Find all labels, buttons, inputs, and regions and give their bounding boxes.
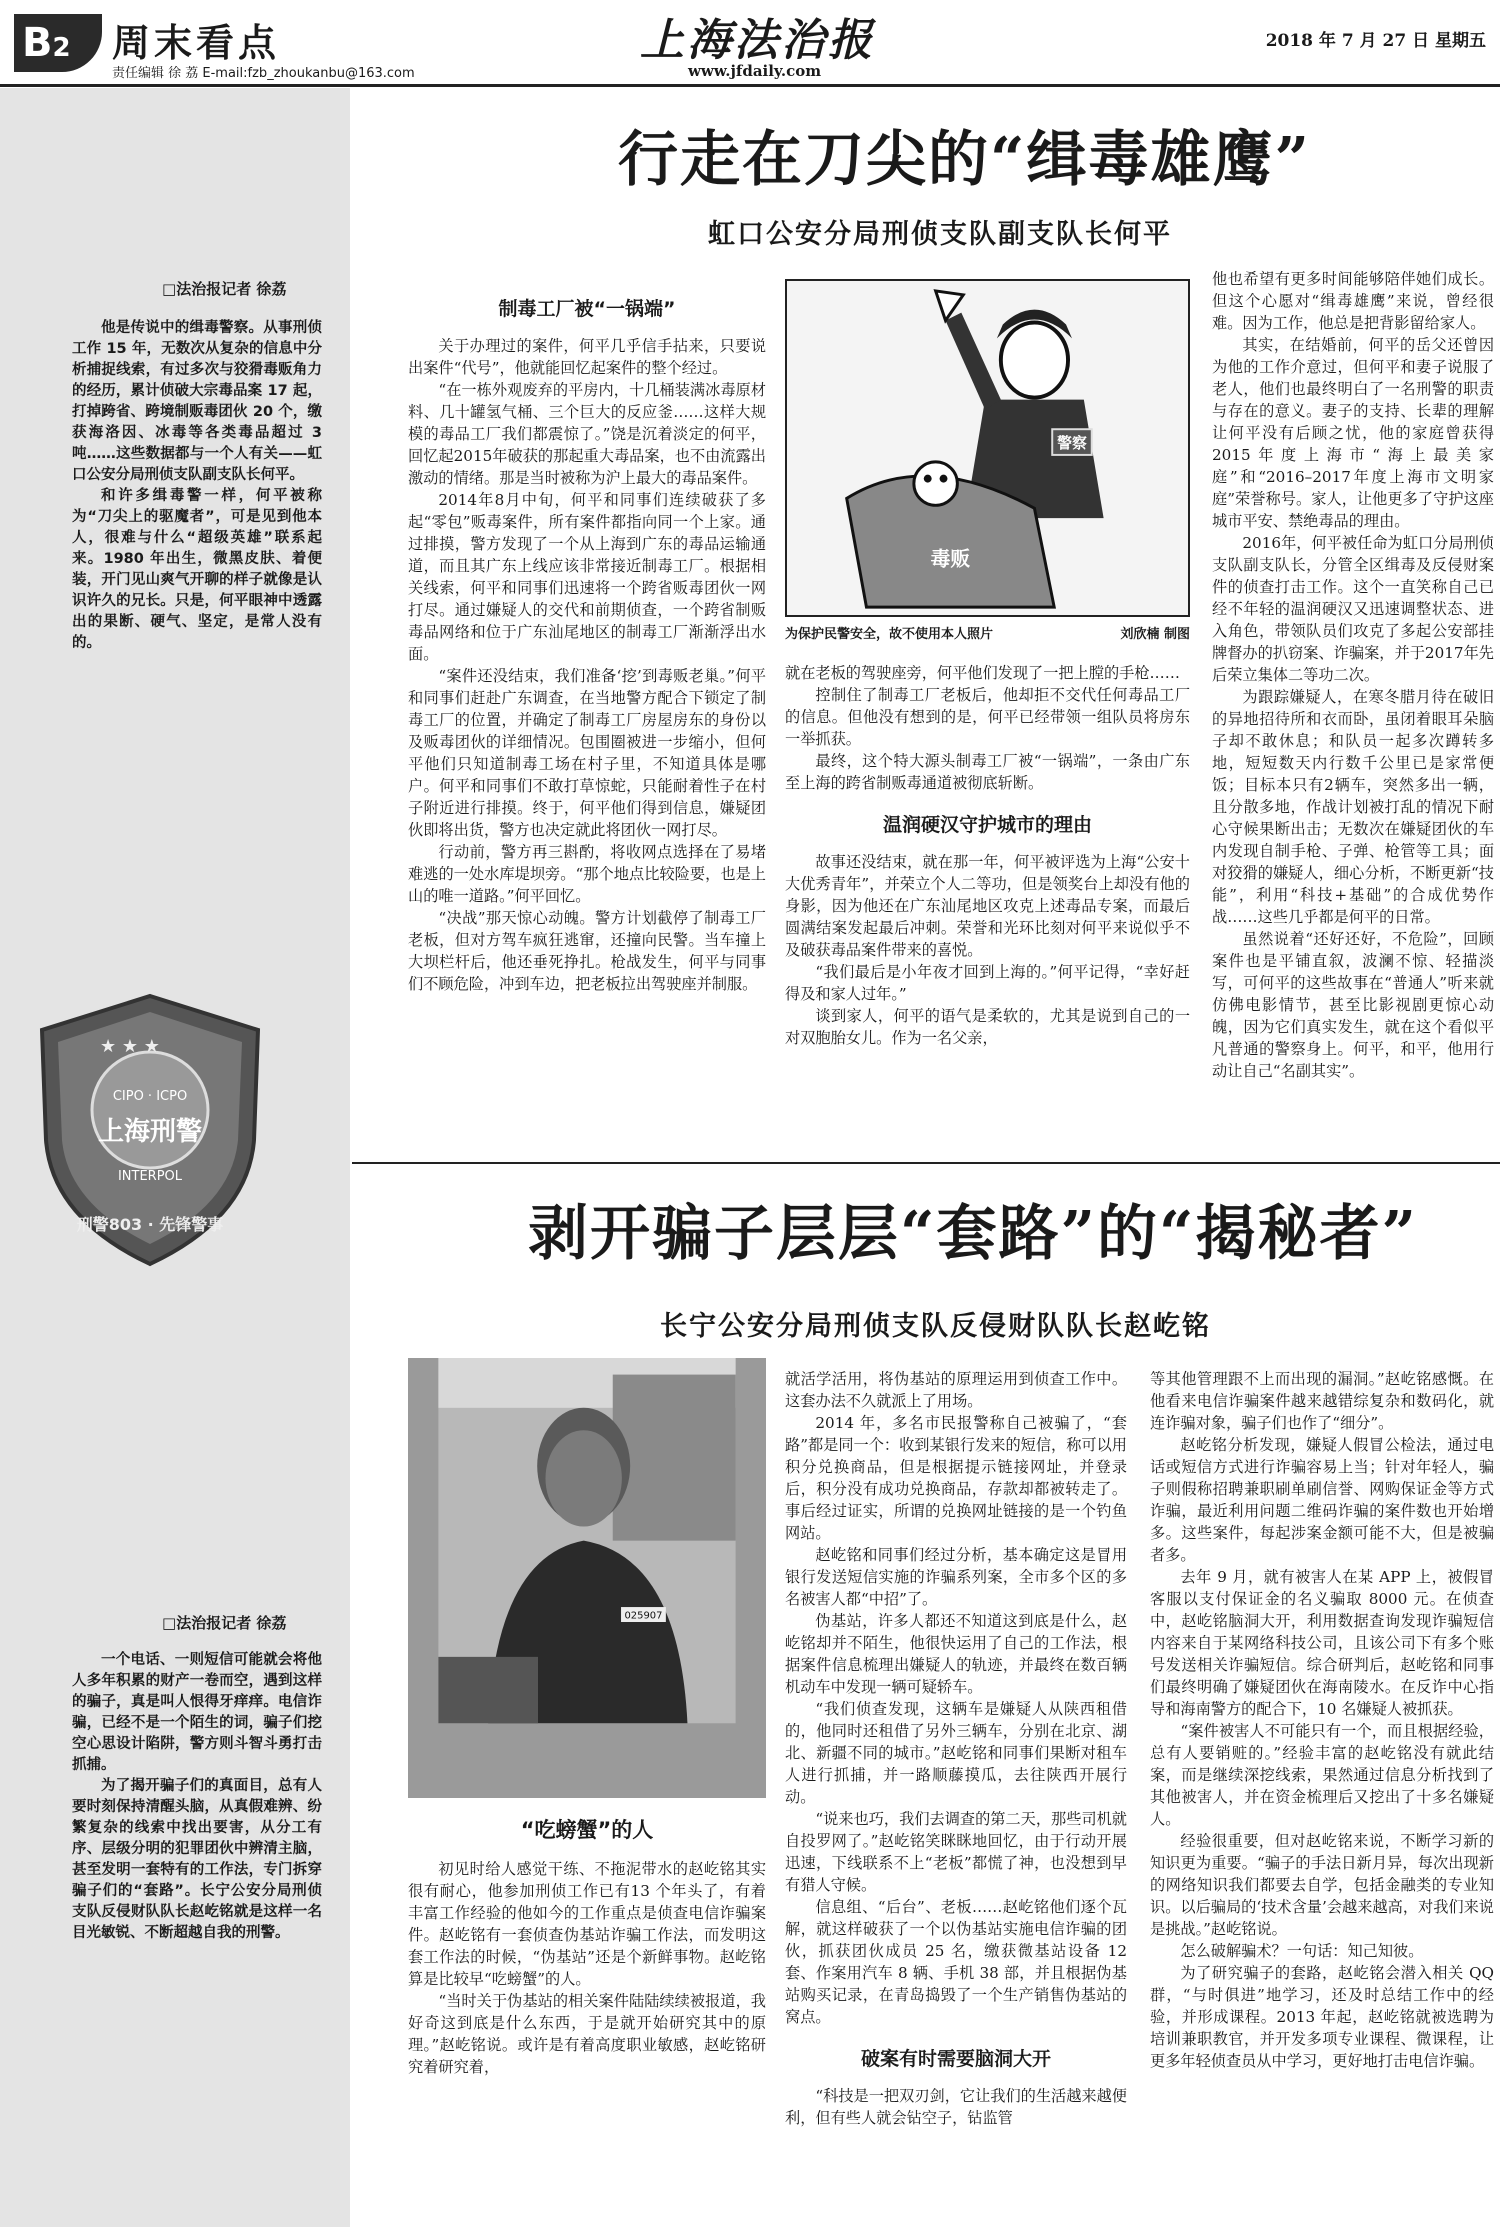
paragraph: 谈到家人，何平的语气是柔软的，尤其是说到自己的一对双胞胎女儿。作为一名父亲，	[785, 1007, 1190, 1047]
illustration-caption	[785, 623, 1190, 642]
emblem-city: 上海刑警	[97, 1117, 203, 1147]
article2-subtitle: 长宁公安分局刑侦支队反侵财队队长赵屹铭	[660, 1311, 1211, 1342]
paragraph: 经验很重要，但对赵屹铭来说，不断学习新的知识更为重要。“骗子的手法日新月异，每次出现新的网络知识我们都要去自学，包括金融类的专业知识。以后骗局的‘技术含量’会越来越高，对我们来说是挑战。”赵屹铭说。	[1150, 1832, 1494, 1938]
article1-column-2	[785, 662, 1190, 1049]
dealer-label: 毒贩	[930, 547, 971, 571]
paragraph: 为了研究骗子的套路，赵屹铭会潜入相关 QQ 群，“与时俱进”地学习，还及时总结工作中的经验，并形成课程。2013 年起，赵屹铭就被选聘为培训兼职教官，并开发多项专业课程、微课程，让更多年轻侦查员从中学习，更好地打击电信诈骗。	[1150, 1964, 1494, 2070]
paragraph: 为跟踪嫌疑人，在寒冬腊月待在破旧的异地招待所和衣而卧，虽闭着眼耳朵脑子却不敢休息；和队员一起多次蹲转多地，短短数天内行数千公里已是家常便饭；目标本只有2辆车，突然多出一辆，且分散多地，作战计划被打乱的情况下耐心守候果断出击；无数次在嫌疑团伙的车内发现自制手枪、子弹、枪管等工具；面对狡猾的嫌疑人，细心分析，不断更新“技能”，利用“科技+基础”的合成优势作战……这些几乎都是何平的日常。	[1212, 688, 1494, 926]
article2-column-3	[1150, 1368, 1494, 2072]
intro-paragraph: 为了揭开骗子们的真面目，总有人要时刻保持清醒头脑，从真假难辨、纷繁复杂的线索中找出要害，从分工有序、层级分明的犯罪团伙中辨清主脑，甚至发明一套特有的工作法，专门拆穿骗子们的“套路”。长宁公安分局刑侦支队反侵财队队长赵屹铭就是这样一名目光敏锐、不断超越自我的刑警。	[72, 1778, 322, 1941]
paragraph: 信息组、“后台”、老板……赵屹铭他们逐个瓦解，就这样破获了一个以伪基站实施电信诈骗的团伙，抓获团伙成员 25 名，缴获微基站设备 12 套、作案用汽车 8 辆、手机 38 部，并且根据伪基站购买记录，在青岛捣毁了一个生产销售伪基站的窝点。	[785, 1898, 1127, 2026]
article1-byline: □ 法治报记者 徐荔	[162, 278, 286, 299]
paragraph: “科技是一把双刃剑，它让我们的生活越来越便利，但有些人就会钻空子，钻监管	[785, 2087, 1127, 2127]
paragraph: 去年 9 月，就有被害人在某 APP 上，被假冒客服以支付保证金的名义骗取 8000 元。在侦查中，赵屹铭脑洞大开，利用数据查询发现诈骗短信内容来自于某网络科技公司，且该公司下有多个账号发送相关诈骗短信。综合研判后，赵屹铭和同事们最终明确了嫌疑团伙在海南陵水。在反诈中心指导和海南警方的配合下，10 名嫌疑人被抓获。	[1150, 1568, 1494, 1718]
paragraph: “我们最后是小年夜才回到上海的。”何平记得，“幸好赶得及和家人过年。”	[785, 963, 1190, 1003]
paragraph: 就在老板的驾驶座旁，何平他们发现了一把上膛的手枪……	[785, 664, 1180, 682]
paragraph: 赵屹铭分析发现，嫌疑人假冒公检法，通过电话或短信方式进行诈骗容易上当；针对年轻人，骗子则假称招聘兼职刷单刷信誉、网购保证金等方式诈骗，最近利用问题二维码诈骗的案件数也开始增多。这些案件，每起涉案金额可能不大，但是被骗者多。	[1150, 1436, 1494, 1564]
paragraph: “案件被害人不可能只有一个，而且根据经验，总有人要销赃的。”经验丰富的赵屹铭没有就此结案，而是继续深挖线索，果然通过信息分析找到了其他被害人，并在资金梳理后又挖出了十多名嫌疑人。	[1150, 1722, 1494, 1828]
paragraph: 最终，这个特大源头制毒工厂被“一锅端”，一条由广东至上海的跨省制贩毒通道被彻底斩断。	[785, 752, 1190, 792]
section-title: 周末看点	[112, 21, 281, 65]
article1-column-3	[1212, 268, 1494, 1082]
paragraph: 虽然说着“还好还好，不危险”，回顾案件也是平铺直叙，波澜不惊、轻描淡写，可何平的这些故事在“普通人”听来就仿佛电影情节，甚至比影视剧更惊心动魄，因为它们真实发生，就在这个看似平凡普通的警察身上。何平，和平，他用行动让自己“名副其实”。	[1212, 930, 1494, 1080]
paragraph: 就活学活用，将伪基站的原理运用到侦查工作中。这套办法不久就派上了用场。	[785, 1370, 1127, 1410]
section-heading: 温润硬汉守护城市的理由	[882, 814, 1092, 836]
paragraph: “当时关于伪基站的相关案件陆陆续续被报道，我好奇这到底是什么东西，于是就开始研究其中的原理。”赵屹铭说。或许是有着高度职业敏感，赵屹铭研究着研究着，	[408, 1992, 766, 2076]
paragraph: 初见时给人感觉干练、不拖泥带水的赵屹铭其实很有耐心，他参加刑侦工作已有13 个年头了，有着丰富工作经验的他如今的工作重点是侦查电信诈骗案件。赵屹铭有一套侦查伪基站诈骗工作法，而发明这套工作法的时候，“伪基站”还是个新鲜事物。赵屹铭算是比较早“吃螃蟹”的人。	[408, 1860, 766, 1988]
section-heading: “吃螃蟹”的人	[520, 1818, 654, 1842]
paragraph: 赵屹铭和同事们经过分析，基本确定这是冒用银行发送短信实施的诈骗系列案，全市多个区的多名被害人都“中招”了。	[785, 1546, 1127, 1608]
intro-paragraph: 他是传说中的缉毒警察。从事刑侦工作 15 年，无数次从复杂的信息中分析捕捉线索，有过多次与狡猾毒贩角力的经历，累计侦破大宗毒品案 17 起，打掉跨省、跨境制贩毒团伙 20 个，缴获海洛因、冰毒等各类毒品超过 3 吨……这些数据都与一个人有关——虹口公安分局刑侦支队副支队长何平。	[72, 320, 322, 483]
paragraph: 2014 年，多名市民报警称自己被骗了，“套路”都是同一个：收到某银行发来的短信，称可以用积分兑换商品，但是根据提示链接网址，并登录后，积分没有成功兑换商品，存款却都被转走了。事后经过证实，所谓的兑换网址链接的是一个钓鱼网站。	[785, 1414, 1127, 1542]
paragraph: 他也希望有更多时间能够陪伴她们成长。但这个心愿对“缉毒雄鹰”来说，曾经很难。因为工作，他总是把背影留给家人。	[1212, 270, 1494, 332]
section-heading: 制毒工厂被“一锅端”	[498, 298, 676, 320]
police-emblem	[28, 990, 272, 1270]
masthead: 上海法治报	[640, 15, 875, 66]
paragraph: “说来也巧，我们去调查的第二天，那些司机就自投罗网了。”赵屹铭笑眯眯地回忆，由于行动开展迅速，下线联系不上“老板”都慌了神，也没想到早有猎人守候。	[785, 1810, 1127, 1894]
paragraph: 其实，在结婚前，何平的岳父还曾因为他的工作介意过，但何平和妻子说服了老人，他们也最终明白了一名刑警的职责与存在的意义。妻子的支持、长辈的理解让何平没有后顾之忧，他的家庭曾获得2015年度上海市“海上最美家庭”和“2016–2017年度上海市文明家庭”荣誉称号。家人，让他更多了守护这座城市平安、禁绝毒品的理由。	[1212, 336, 1494, 530]
paragraph: 等其他管理跟不上而出现的漏洞。”赵屹铭感慨。在他看来电信诈骗案件越来越错综复杂和数码化，就连诈骗对象，骗子们也作了“细分”。	[1150, 1370, 1494, 1432]
caption-text: 为保护民警安全，故不使用本人照片	[785, 627, 994, 642]
article1-subtitle: 虹口公安分局刑侦支队副支队长何平	[708, 219, 1172, 250]
police-number: 025907	[624, 1610, 663, 1622]
cartoon-illustration	[785, 279, 1190, 617]
article2-intro	[72, 1650, 322, 1944]
paragraph: 控制住了制毒工厂老板后，他却拒不交代任何毒品工厂的信息。但他没有想到的是，何平已经带领一组队员将房东一举抓获。	[785, 686, 1190, 748]
article2-title: 剥开骗子层层“套路”的“揭秘者”	[528, 1199, 1419, 1269]
article-divider	[352, 1162, 1500, 1164]
paragraph: “我们侦查发现，这辆车是嫌疑人从陕西租借的，他同时还租借了另外三辆车，分别在北京、湖北、新疆不同的城市。”赵屹铭和同事们果断对租车人进行抓捕，并一路顺藤摸瓜，去往陕西开展行动。	[785, 1700, 1127, 1806]
page-header	[0, 0, 1500, 90]
site-url[interactable]: www.jfdaily.com	[688, 62, 822, 80]
emblem-banner: 刑警803 · 先锋警事	[76, 1215, 224, 1234]
article2-byline: □ 法治报记者 徐荔	[162, 1612, 286, 1633]
intro-paragraph: 一个电话、一则短信可能就会将他人多年积累的财产一卷而空，遇到这样的骗子，真是叫人恨得牙痒痒。电信诈骗，已经不是一个陌生的词，骗子们挖空心思设计陷阱，警方则斗智斗勇打击抓捕。	[72, 1652, 322, 1773]
header-rule	[0, 84, 1500, 87]
article1-column-1	[408, 276, 766, 995]
paragraph: 怎么破解骗术？一句话：知己知彼。	[1180, 1942, 1424, 1960]
paragraph: 2016年，何平被任命为虹口分局刑侦支队副支队长，分管全区缉毒及反侵财案件的侦查打击工作。这个一直笑称自己已经不年轻的温润硬汉又迅速调整状态、进入角色，带领队员们攻克了多起公安部挂牌督办的扒窃案、诈骗案，并于2017年先后荣立集体二等功二次。	[1212, 534, 1494, 684]
paragraph: 伪基站，许多人都还不知道这到底是什么，赵屹铭却并不陌生，他很快运用了自己的工作法，根据案件信息梳理出嫌疑人的轨迹，并最终在数百辆机动车中发现一辆可疑轿车。	[785, 1612, 1127, 1696]
paragraph: “决战”那天惊心动魄。警方计划截停了制毒工厂老板，但对方驾车疯狂逃窜，还撞向民警。当车撞上大坝栏杆后，他还垂死挣扎。枪战发生，何平与同事们不顾危险，冲到车边，把老板拉出驾驶座并制服。	[408, 909, 766, 993]
article2-column-1	[408, 1804, 766, 2078]
emblem-org: CIPO · ICPO	[112, 1089, 188, 1104]
intro-paragraph: 和许多缉毒警一样，何平被称为“刀尖上的驱魔者”，可是见到他本人，很难与什么“超级英雄”联系起来。1980 年出生，微黑皮肤、着便装，开门见山爽气开聊的样子就像是认识许久的兄长。只是，何平眼神中透露出的果断、硬气、坚定，是常人没有的。	[72, 488, 322, 651]
editor-line: 责任编辑 徐 荔 E-mail:fzb_zhoukanbu@163.com	[112, 66, 415, 81]
police-label: 警察	[1057, 435, 1087, 452]
paragraph: 故事还没结束，就在那一年，何平被评选为上海“公安十大优秀青年”，并荣立个人二等功，但是领奖台上却没有他的身影，因为他还在广东汕尾地区攻克上述毒品专案，而最后圆满结案发起最后冲刺。荣誉和光环比刻对何平来说似乎不及破获毒品案件带来的喜悦。	[785, 853, 1190, 959]
emblem-interpol: INTERPOL	[117, 1169, 183, 1184]
paragraph: “在一栋外观废弃的平房内，十几桶装满冰毒原材料、几十罐氢气桶、三个巨大的反应釜……这样大规模的毒品工厂我们都震惊了。”饶是沉着淡定的何平，回忆起2015年破获的那起重大毒品案，也不由流露出激动的情绪。那是当时被称为沪上最大的毒品案件。	[408, 381, 766, 487]
page-number-badge: B2	[14, 14, 102, 72]
article1-intro	[72, 318, 322, 654]
article1-title: 行走在刀尖的“缉毒雄鹰”	[618, 125, 1312, 195]
paragraph: 关于办理过的案件，何平几乎信手拈来，只要说出案件“代号”，他就能回忆起案件的整个经过。	[408, 337, 766, 377]
caption-credit: 刘欣楠 制图	[1120, 627, 1190, 642]
section-heading: 破案有时需要脑洞大开	[860, 2048, 1051, 2070]
issue-date: 2018 年 7 月 27 日 星期五	[1265, 31, 1486, 51]
article2-column-2	[785, 1368, 1127, 2129]
paragraph: 2014年8月中旬，何平和同事们连续破获了多起“零包”贩毒案件，所有案件都指向同一个上家。通过排摸，警方发现了一个从上海到广东的毒品运输通道，而且其广东上线应该非常接近制毒工厂。根据相关线索，何平和同事们迅速将一个跨省贩毒团伙一网打尽。通过嫌疑人的交代和前期侦查，一个跨省制贩毒品网络和位于广东汕尾地区的制毒工厂渐渐浮出水面。	[408, 491, 766, 663]
officer-photo	[408, 1358, 766, 1798]
svg-text:★ ★ ★: ★ ★ ★	[100, 1036, 160, 1057]
paragraph: “案件还没结束，我们准备‘挖’到毒贩老巢。”何平和同事们赶赴广东调查，在当地警方配合下锁定了制毒工厂的位置，并确定了制毒工厂房屋房东的身份以及贩毒团伙的详细情况。包围圈被进一步缩小，但何平他们只知道制毒工场在村子里，不知道具体是哪户。何平和同事们不敢打草惊蛇，只能耐着性子在村子附近进行排摸。终于，何平他们得到信息，嫌疑团伙即将出货，警方也决定就此将团伙一网打尽。	[408, 667, 766, 839]
paragraph: 行动前，警方再三斟酌，将收网点选择在了易堵难逃的一处水库堤坝旁。“那个地点比较险要，也是上山的唯一道路。”何平回忆。	[408, 843, 766, 905]
